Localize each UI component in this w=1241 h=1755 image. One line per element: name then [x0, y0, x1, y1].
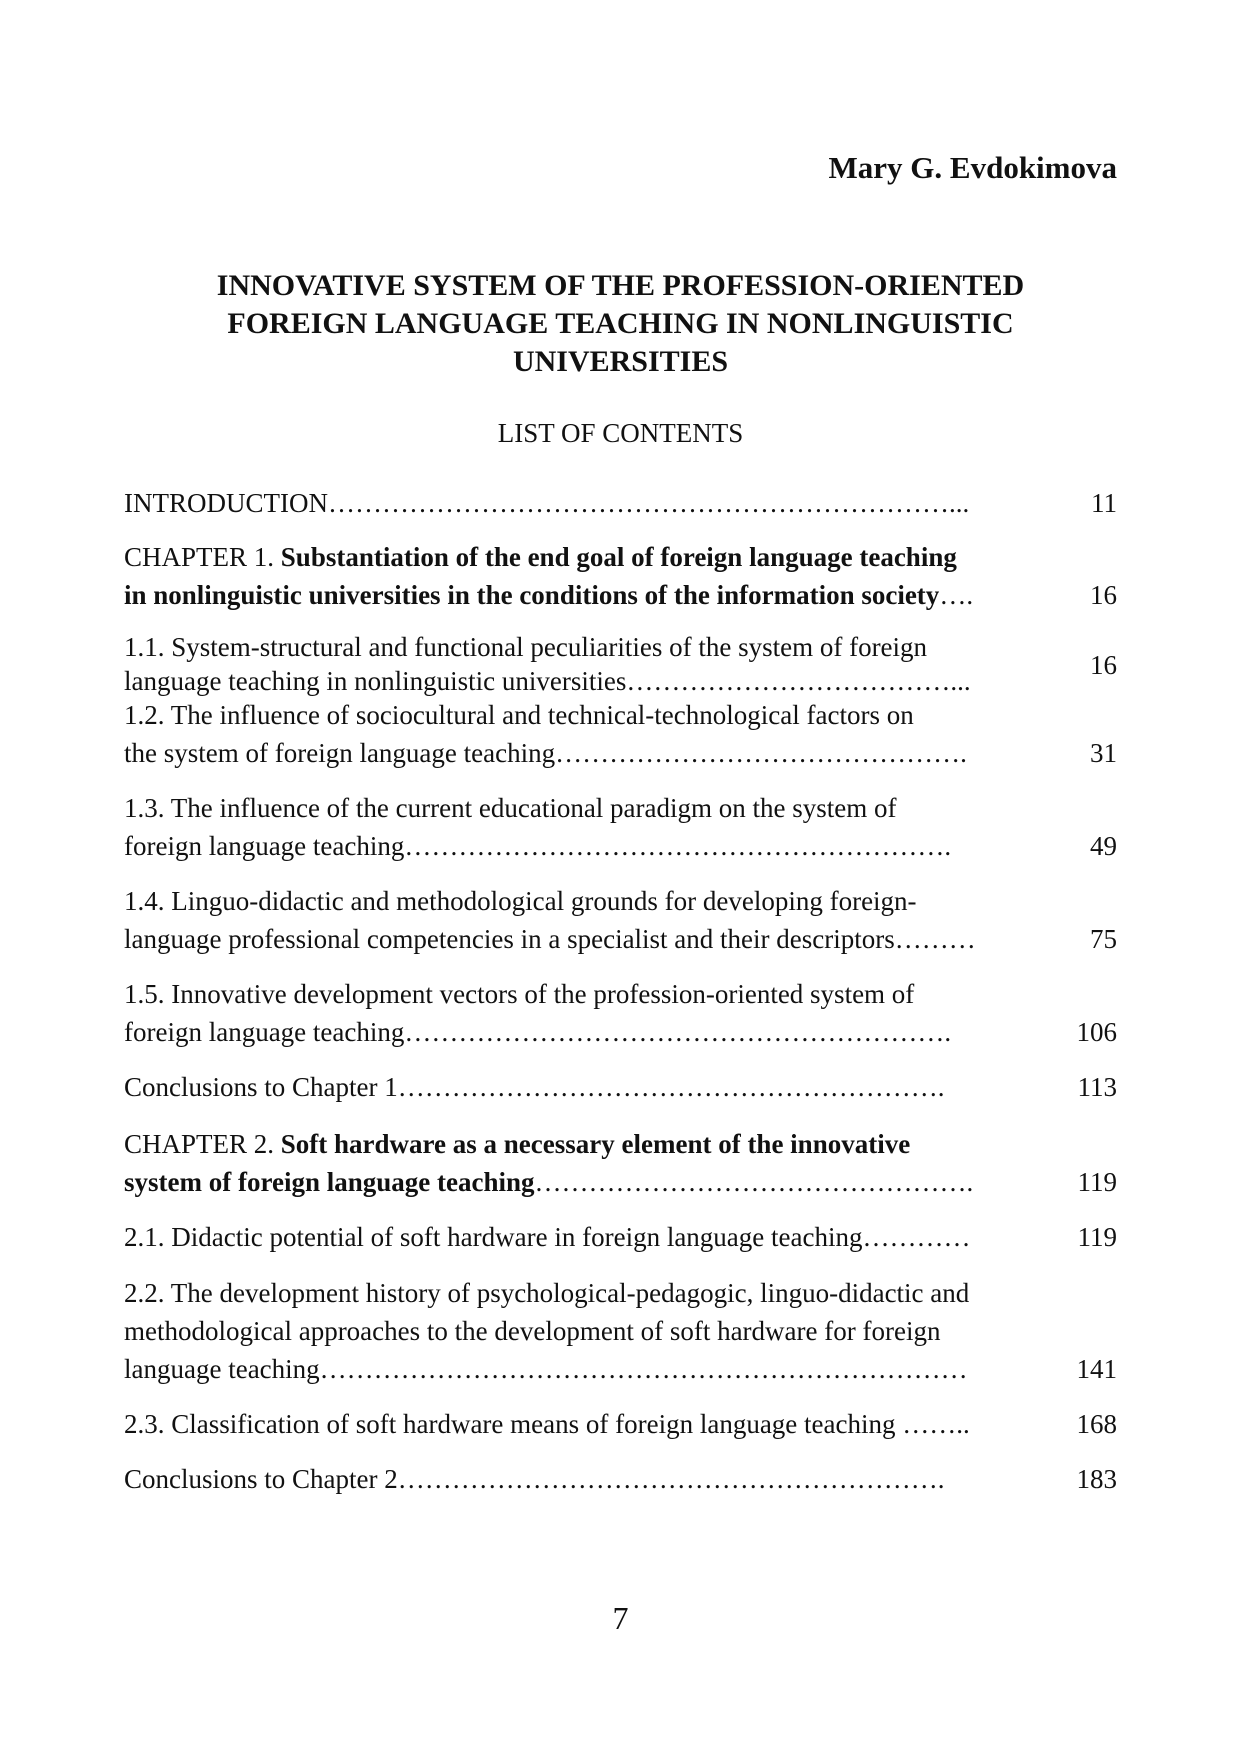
toc-entry-chapter-2[interactable] — [124, 1125, 1117, 1201]
toc-heading: LIST OF CONTENTS — [497, 418, 744, 448]
toc-entry-text — [124, 1125, 1044, 1163]
toc-page-number: 16 — [1090, 650, 1117, 680]
toc-entry-text: INTRODUCTION……………………………………………………………... — [124, 488, 970, 518]
toc-entry-section-1-4[interactable] — [124, 882, 1117, 958]
toc-entry-section-1-2[interactable] — [124, 696, 1117, 772]
chapter-prefix: CHAPTER 2. — [124, 1129, 281, 1159]
toc-entry-text: language teaching in nonlinguistic universities………………………………... — [124, 666, 971, 696]
toc-page-number: 141 — [1076, 1354, 1117, 1384]
toc-entry-text: 2.1. Didactic potential of soft hardware in foreign language teaching………… — [124, 1222, 971, 1252]
toc-entry-text: language professional competencies in a specialist and their descriptors……… — [124, 924, 976, 954]
toc-entry-text: 2.2. The development history of psychological-pedagogic, linguo-didactic and — [124, 1278, 970, 1308]
toc-entry-text: methodological approaches to the development of soft hardware for foreign — [124, 1316, 941, 1346]
toc-entry-section-1-1[interactable] — [124, 630, 1117, 698]
toc-entry-section-1-3[interactable] — [124, 789, 1117, 865]
toc-page-number: 11 — [1091, 488, 1117, 518]
title-line: INNOVATIVE SYSTEM OF THE PROFESSION-ORIENTED — [216, 269, 1025, 302]
toc-entry-text: foreign language teaching……………………………………………………. — [124, 831, 952, 861]
toc-page-number: 16 — [1090, 580, 1117, 610]
chapter-title: Soft hardware as a necessary element of the innovative — [280, 1129, 911, 1159]
toc-entry-conclusions-1[interactable] — [124, 1068, 1117, 1106]
toc-page-number: 75 — [1090, 924, 1117, 954]
author-name: Mary G. Evdokimova — [828, 150, 1117, 185]
toc-entry-text: language teaching……………………………………………………………… — [124, 1354, 968, 1384]
chapter-title: system of foreign language teaching — [124, 1167, 535, 1197]
leader-dots: …………………………………………. — [534, 1167, 974, 1197]
toc-page-number: 119 — [1077, 1167, 1117, 1197]
toc-entry-text: 1.3. The influence of the current educational paradigm on the system of — [124, 793, 897, 823]
title-line: UNIVERSITIES — [512, 345, 729, 378]
toc-page-number: 119 — [1077, 1222, 1117, 1252]
toc-entry-text — [124, 538, 1044, 576]
toc-entry-text: Conclusions to Chapter 1……………………………………………………. — [124, 1072, 945, 1102]
toc-entry-text: 1.2. The influence of sociocultural and technical-technological factors on — [124, 700, 914, 730]
toc-entry-section-2-1[interactable] — [124, 1218, 1117, 1256]
toc-page-number: 31 — [1090, 738, 1117, 768]
toc-page-number: 49 — [1090, 831, 1117, 861]
page-number: 7 — [612, 1600, 629, 1636]
chapter-title: in nonlinguistic universities in the conditions of the information society — [124, 580, 940, 610]
toc-entry-text — [124, 576, 1044, 614]
toc-page-number: 113 — [1077, 1072, 1117, 1102]
toc-entry-text: foreign language teaching……………………………………………………. — [124, 1017, 952, 1047]
toc-entry-section-2-3[interactable] — [124, 1405, 1117, 1443]
title-line: FOREIGN LANGUAGE TEACHING IN NONLINGUISTIC — [227, 307, 1014, 340]
chapter-prefix: CHAPTER 1. — [124, 542, 281, 572]
toc-entry-text: 2.3. Classification of soft hardware means of foreign language teaching …….. — [124, 1409, 970, 1439]
chapter-title: Substantiation of the end goal of foreign language teaching — [280, 542, 957, 572]
toc-entry-text: 1.4. Linguo-didactic and methodological grounds for developing foreign- — [124, 886, 917, 916]
leader-dots: …. — [939, 580, 974, 610]
toc-entry-text: 1.1. System-structural and functional peculiarities of the system of foreign — [124, 632, 928, 662]
toc-entry-introduction[interactable] — [124, 484, 1117, 522]
toc-entry-section-2-2[interactable] — [124, 1274, 1117, 1388]
toc-entry-text: 1.5. Innovative development vectors of the profession-oriented system of — [124, 979, 915, 1009]
toc-page-number: 183 — [1076, 1464, 1117, 1494]
toc-entry-section-1-5[interactable] — [124, 975, 1117, 1051]
toc-page-number: 168 — [1076, 1409, 1117, 1439]
toc-entry-conclusions-2[interactable] — [124, 1460, 1117, 1498]
toc-entry-text: the system of foreign language teaching………………………………………. — [124, 738, 967, 768]
toc-entry-text: Conclusions to Chapter 2……………………………………………………. — [124, 1464, 945, 1494]
toc-page-number: 106 — [1076, 1017, 1117, 1047]
book-title — [124, 267, 1117, 381]
toc-entry-text — [124, 1163, 1044, 1201]
toc-entry-chapter-1[interactable] — [124, 538, 1117, 614]
